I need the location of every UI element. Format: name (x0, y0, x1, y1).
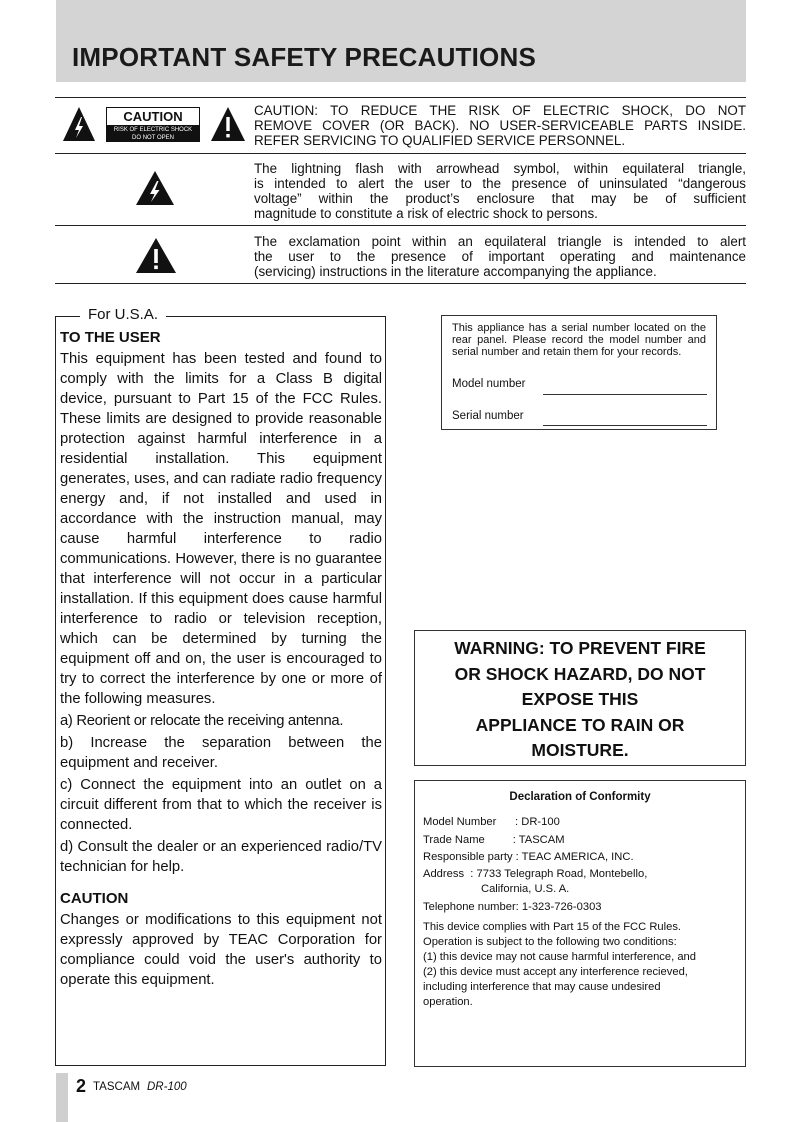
compliance-line: This device complies with Part 15 of the FCC Rules. (423, 921, 682, 933)
warning-line: WARNING: TO PREVENT FIRE (454, 638, 706, 658)
declaration-model-number: Model Number : DR-100 (423, 816, 560, 828)
declaration-responsible-party: Responsible party : TEAC AMERICA, INC. (423, 851, 634, 863)
warning-text (414, 636, 746, 764)
warning-line: MOISTURE. (531, 740, 629, 760)
compliance-line: operation. (423, 996, 473, 1008)
caution-row-1-line: REMOVE COVER (OR BACK). NO USER-SERVICEABLE PARTS INSIDE. (254, 118, 746, 133)
serial-number-line (543, 425, 707, 426)
model-number-label: Model number (452, 378, 526, 390)
table-bottom-rule (55, 283, 746, 284)
serial-number-label: Serial number (452, 410, 524, 422)
caution-row-3-line: The exclamation point within an equilateral triangle is intended to alert (254, 234, 746, 249)
declaration-compliance (423, 920, 729, 1010)
caution-label (106, 107, 200, 142)
table-rule-1 (55, 153, 746, 154)
model-number-line (543, 394, 707, 395)
footer-brand: TASCAM (93, 1081, 141, 1093)
exclamation-triangle-icon (135, 237, 177, 274)
declaration-title: Declaration of Conformity (509, 791, 651, 803)
compliance-line: (2) this device must accept any interference recieved, (423, 966, 688, 978)
declaration-telephone: Telephone number: 1-323-726-0303 (423, 901, 602, 913)
compliance-line: including interference that may cause undesired (423, 981, 661, 993)
page-edge-bar (56, 1073, 68, 1122)
caution-row-3-text (254, 234, 746, 279)
caution-row-1-text (254, 103, 746, 148)
caution-row-2-line: magnitude to constitute a risk of electric shock to persons. (254, 206, 598, 221)
compliance-line: (1) this device may not cause harmful interference, and (423, 951, 696, 963)
usa-notice-body (60, 328, 382, 990)
caution-sub-line2: DO NOT OPEN (132, 135, 174, 141)
caution-statement: Changes or modifications to this equipment not expressly approved by TEAC Corporation for compliance could void the user's authority to operate this equipment. (60, 912, 382, 988)
lightning-triangle-icon (135, 170, 175, 206)
caution-row-2-line: The lightning flash with arrowhead symbol, within equilateral triangle, (254, 161, 746, 176)
compliance-line: Operation is subject to the following two conditions: (423, 936, 677, 948)
warning-line: APPLIANCE TO RAIN OR (475, 714, 685, 735)
caution-row-2-text (254, 161, 746, 221)
table-top-rule (55, 97, 746, 98)
measure-c: c) Connect the equipment into an outlet on a circuit different from that to which the receiver is connected. (60, 777, 382, 833)
page-number: 2 (76, 1076, 87, 1096)
caution-row-2-line: is intended to alert the user to the presence of uninsulated “dangerous (254, 176, 746, 191)
caution-row-2-line: voltage” within the product’s enclosure that may be of sufficient (254, 191, 746, 206)
lightning-triangle-icon (62, 105, 96, 143)
caution-label-sub (106, 125, 200, 142)
declaration-address-line2: California, U.S. A. (481, 883, 570, 895)
fcc-statement: This equipment has been tested and found to comply with the limits for a Class B digital device, pursuant to Part 15 of the FCC Rules. These limits are designed to provide reasonable protection against harmful interference in a residential installation. This equipment generates, uses, and can radiate radio frequency energy and, if not installed and used in accordance with the instruction manual, may cause harmful interference to radio communications. However, there is no guarantee that interference will not occur in a particular installation. If this equipment does cause harmful interference to radio or television reception, which can be determined by turning the equipment off and on, the user is encouraged to try to correct the interference by one or more of the following measures. (60, 351, 382, 707)
caution-label-main: CAUTION (106, 107, 200, 126)
serial-record-text: This appliance has a serial number located on the rear panel. Please record the model number and serial number and retain them for your records. (452, 322, 706, 358)
caution-heading: CAUTION (60, 890, 129, 907)
exclamation-triangle-icon (210, 105, 246, 143)
warning-line: OR SHOCK HAZARD, DO NOT (454, 663, 706, 684)
to-the-user-heading: TO THE USER (60, 329, 161, 346)
warning-line: EXPOSE THIS (521, 689, 639, 709)
caution-row-1-line: CAUTION: TO REDUCE THE RISK OF ELECTRIC SHOCK, DO NOT (254, 103, 746, 118)
footer-model: DR-100 (147, 1081, 187, 1093)
caution-row-3-line: the user to the presence of important operating and maintenance (254, 249, 746, 264)
measure-d: d) Consult the dealer or an experienced radio/TV technician for help. (60, 839, 382, 875)
caution-row-3-line: (servicing) instructions in the literature accompanying the appliance. (254, 264, 657, 279)
declaration-address-line1: Address : 7733 Telegraph Road, Montebello, (423, 868, 648, 880)
measure-b: b) Increase the separation between the equipment and receiver. (60, 735, 382, 771)
page-title: IMPORTANT SAFETY PRECAUTIONS (72, 42, 536, 72)
measure-a: a) Reorient or relocate the receiving antenna. (60, 713, 344, 729)
usa-legend: For U.S.A. (80, 306, 166, 324)
table-rule-2 (55, 225, 746, 226)
caution-row-1-line: REFER SERVICING TO QUALIFIED SERVICE PERSONNEL. (254, 133, 626, 148)
caution-sub-line1: RISK OF ELECTRIC SHOCK (113, 127, 193, 133)
declaration-trade-name: Trade Name : TASCAM (423, 834, 565, 846)
